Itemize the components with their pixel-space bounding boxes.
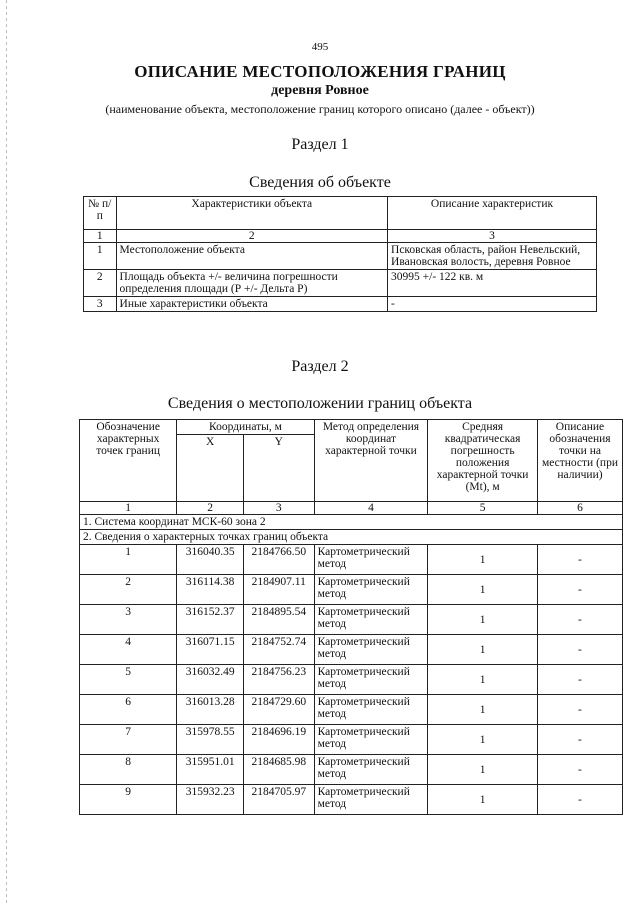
table-row	[80, 635, 623, 665]
section1-subtitle: Сведения об объекте	[249, 174, 391, 191]
table-row	[80, 605, 623, 635]
point-accuracy: 1	[428, 785, 538, 815]
section2-title: Раздел 2	[291, 358, 349, 375]
point-method: Картометрический метод	[314, 695, 428, 725]
point-y: 2184685.98	[243, 755, 314, 785]
coord-system-row	[80, 515, 623, 530]
col-number: 1	[84, 230, 117, 243]
col-number: 3	[388, 230, 597, 243]
point-method: Картометрический метод	[314, 575, 428, 605]
row-characteristic: Площадь объекта +/- величина погрешности определения площади (Р +/- Дельта Р)	[116, 270, 387, 297]
points-caption-row	[80, 530, 623, 545]
point-description: -	[537, 545, 622, 575]
point-description: -	[537, 755, 622, 785]
point-y: 2184705.97	[243, 785, 314, 815]
point-y: 2184729.60	[243, 695, 314, 725]
point-number: 9	[80, 785, 177, 815]
table-row	[84, 243, 597, 270]
row-number: 3	[84, 297, 117, 312]
point-description: -	[537, 665, 622, 695]
point-method: Картометрический метод	[314, 545, 428, 575]
point-x: 316152.37	[177, 605, 244, 635]
point-y: 2184752.74	[243, 635, 314, 665]
point-accuracy: 1	[428, 545, 538, 575]
point-method: Картометрический метод	[314, 725, 428, 755]
point-accuracy: 1	[428, 695, 538, 725]
header-x: X	[177, 435, 244, 502]
table-row	[80, 545, 623, 575]
point-accuracy: 1	[428, 725, 538, 755]
point-method: Картометрический метод	[314, 635, 428, 665]
table-row	[80, 695, 623, 725]
col-number: 2	[177, 502, 244, 515]
header-number: № п/п	[84, 197, 117, 230]
point-y: 2184766.50	[243, 545, 314, 575]
point-number: 2	[80, 575, 177, 605]
point-method: Картометрический метод	[314, 605, 428, 635]
page-number: 495	[311, 41, 329, 53]
table-row	[80, 725, 623, 755]
point-description: -	[537, 695, 622, 725]
header-point-description: Описание обозначения точки на местности (при наличии)	[537, 420, 622, 502]
col-number: 6	[537, 502, 622, 515]
table-row	[80, 785, 623, 815]
point-method: Картометрический метод	[314, 755, 428, 785]
points-caption: 2. Сведения о характерных точках границ объекта	[80, 530, 623, 545]
point-y: 2184756.23	[243, 665, 314, 695]
point-accuracy: 1	[428, 575, 538, 605]
point-number: 3	[80, 605, 177, 635]
object-note: (наименование объекта, местоположение границ которого описано (далее - объект))	[105, 102, 535, 116]
boundary-points-table	[79, 419, 623, 815]
point-description: -	[537, 635, 622, 665]
row-characteristic: Иные характеристики объекта	[116, 297, 387, 312]
header-y: Y	[243, 435, 314, 502]
point-x: 315951.01	[177, 755, 244, 785]
point-x: 316032.49	[177, 665, 244, 695]
point-y: 2184895.54	[243, 605, 314, 635]
point-number: 6	[80, 695, 177, 725]
section2-subtitle: Сведения о местоположении границ объекта	[167, 395, 473, 412]
point-description: -	[537, 725, 622, 755]
object-name: деревня Ровное	[271, 83, 369, 98]
point-x: 316013.28	[177, 695, 244, 725]
document-title: ОПИСАНИЕ МЕСТОПОЛОЖЕНИЯ ГРАНИЦ	[134, 62, 506, 81]
point-y: 2184907.11	[243, 575, 314, 605]
row-characteristic: Местоположение объекта	[116, 243, 387, 270]
point-number: 5	[80, 665, 177, 695]
point-number: 7	[80, 725, 177, 755]
table-row	[80, 665, 623, 695]
point-y: 2184696.19	[243, 725, 314, 755]
point-number: 4	[80, 635, 177, 665]
header-coords: Координаты, м	[177, 420, 314, 435]
header-point: Обозначение характерных точек границ	[80, 420, 177, 502]
point-number: 8	[80, 755, 177, 785]
header-characteristic: Характеристики объекта	[116, 197, 387, 230]
section1-title: Раздел 1	[291, 136, 349, 153]
table-row	[80, 575, 623, 605]
coord-system: 1. Система координат МСК-60 зона 2	[80, 515, 623, 530]
table-row	[84, 297, 597, 312]
point-accuracy: 1	[428, 665, 538, 695]
row-description: Псковская область, район Невельский, Ивановская волость, деревня Ровное	[388, 243, 597, 270]
point-accuracy: 1	[428, 605, 538, 635]
header-description: Описание характеристик	[388, 197, 597, 230]
point-x: 316040.35	[177, 545, 244, 575]
row-description: 30995 +/- 122 кв. м	[388, 270, 597, 297]
table-row	[80, 755, 623, 785]
point-x: 316114.38	[177, 575, 244, 605]
row-number: 2	[84, 270, 117, 297]
point-description: -	[537, 605, 622, 635]
column-number-row	[84, 230, 597, 243]
point-x: 315978.55	[177, 725, 244, 755]
point-accuracy: 1	[428, 635, 538, 665]
col-number: 5	[428, 502, 538, 515]
object-info-table	[83, 196, 597, 312]
point-x: 316071.15	[177, 635, 244, 665]
column-number-row	[80, 502, 623, 515]
col-number: 1	[80, 502, 177, 515]
point-description: -	[537, 575, 622, 605]
point-method: Картометрический метод	[314, 785, 428, 815]
header-method: Метод определения координат характерной точки	[314, 420, 428, 502]
point-accuracy: 1	[428, 755, 538, 785]
col-number: 4	[314, 502, 428, 515]
point-number: 1	[80, 545, 177, 575]
row-number: 1	[84, 243, 117, 270]
col-number: 2	[116, 230, 387, 243]
point-description: -	[537, 785, 622, 815]
point-x: 315932.23	[177, 785, 244, 815]
row-description: -	[388, 297, 597, 312]
table-row	[84, 270, 597, 297]
header-accuracy: Средняя квадратическая погрешность положения характерной точки (Mt), м	[428, 420, 538, 502]
point-method: Картометрический метод	[314, 665, 428, 695]
col-number: 3	[243, 502, 314, 515]
